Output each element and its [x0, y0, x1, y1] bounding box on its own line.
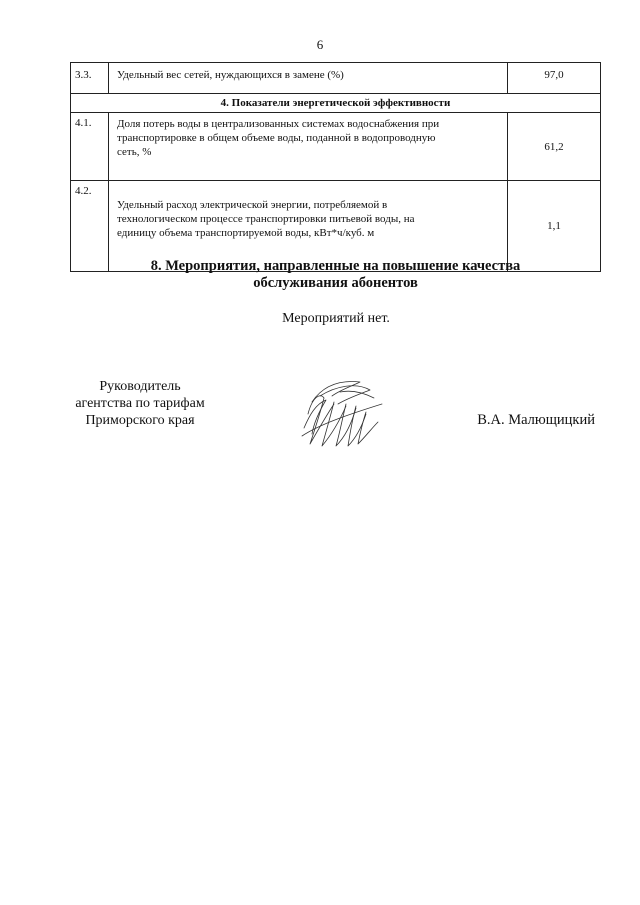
table-row — [71, 63, 601, 94]
description-line: сеть, % — [117, 146, 152, 158]
signer-name: В.А. Малющицкий — [477, 412, 595, 428]
section-heading-line: 8. Мероприятия, направленные на повышение качества — [150, 258, 521, 274]
row-description — [109, 63, 508, 94]
table-section-heading: 4. Показатели энергетической эффективности — [71, 94, 601, 113]
section-heading — [70, 258, 601, 292]
row-number: 4.2. — [71, 181, 109, 272]
row-value: 97,0 — [508, 63, 601, 94]
description-line: Удельный вес сетей, нуждающихся в замене (%) — [117, 69, 344, 81]
row-number: 4.1. — [71, 113, 109, 181]
row-value: 1,1 — [508, 181, 601, 272]
row-description — [109, 113, 508, 181]
description-line: Удельный расход электрической энергии, потребляемой в — [117, 199, 388, 211]
description-line: транспортировке в общем объеме воды, поданной в водопроводную — [117, 132, 436, 144]
row-number: 3.3. — [71, 63, 109, 94]
signer-title — [60, 378, 220, 429]
description-line: технологическом процессе транспортировки питьевой воды, на — [117, 213, 415, 225]
description-line: единицу объема транспортируемой воды, кВт*ч/куб. м — [117, 227, 375, 239]
indicators-table — [70, 62, 601, 272]
page-number: 6 — [316, 37, 324, 52]
signer-title-line: агентства по тарифам — [75, 396, 205, 411]
table-row — [71, 113, 601, 181]
section-heading-line: обслуживания абонентов — [253, 275, 418, 291]
signer-title-line: Руководитель — [99, 379, 181, 394]
table-section-heading-row — [71, 94, 601, 113]
signer-title-line: Приморского края — [85, 413, 195, 428]
row-value: 61,2 — [508, 113, 601, 181]
description-line: Доля потерь воды в централизованных системах водоснабжения при — [117, 118, 440, 130]
handwritten-signature-icon — [290, 374, 390, 454]
section-text: Мероприятий нет. — [282, 311, 390, 326]
